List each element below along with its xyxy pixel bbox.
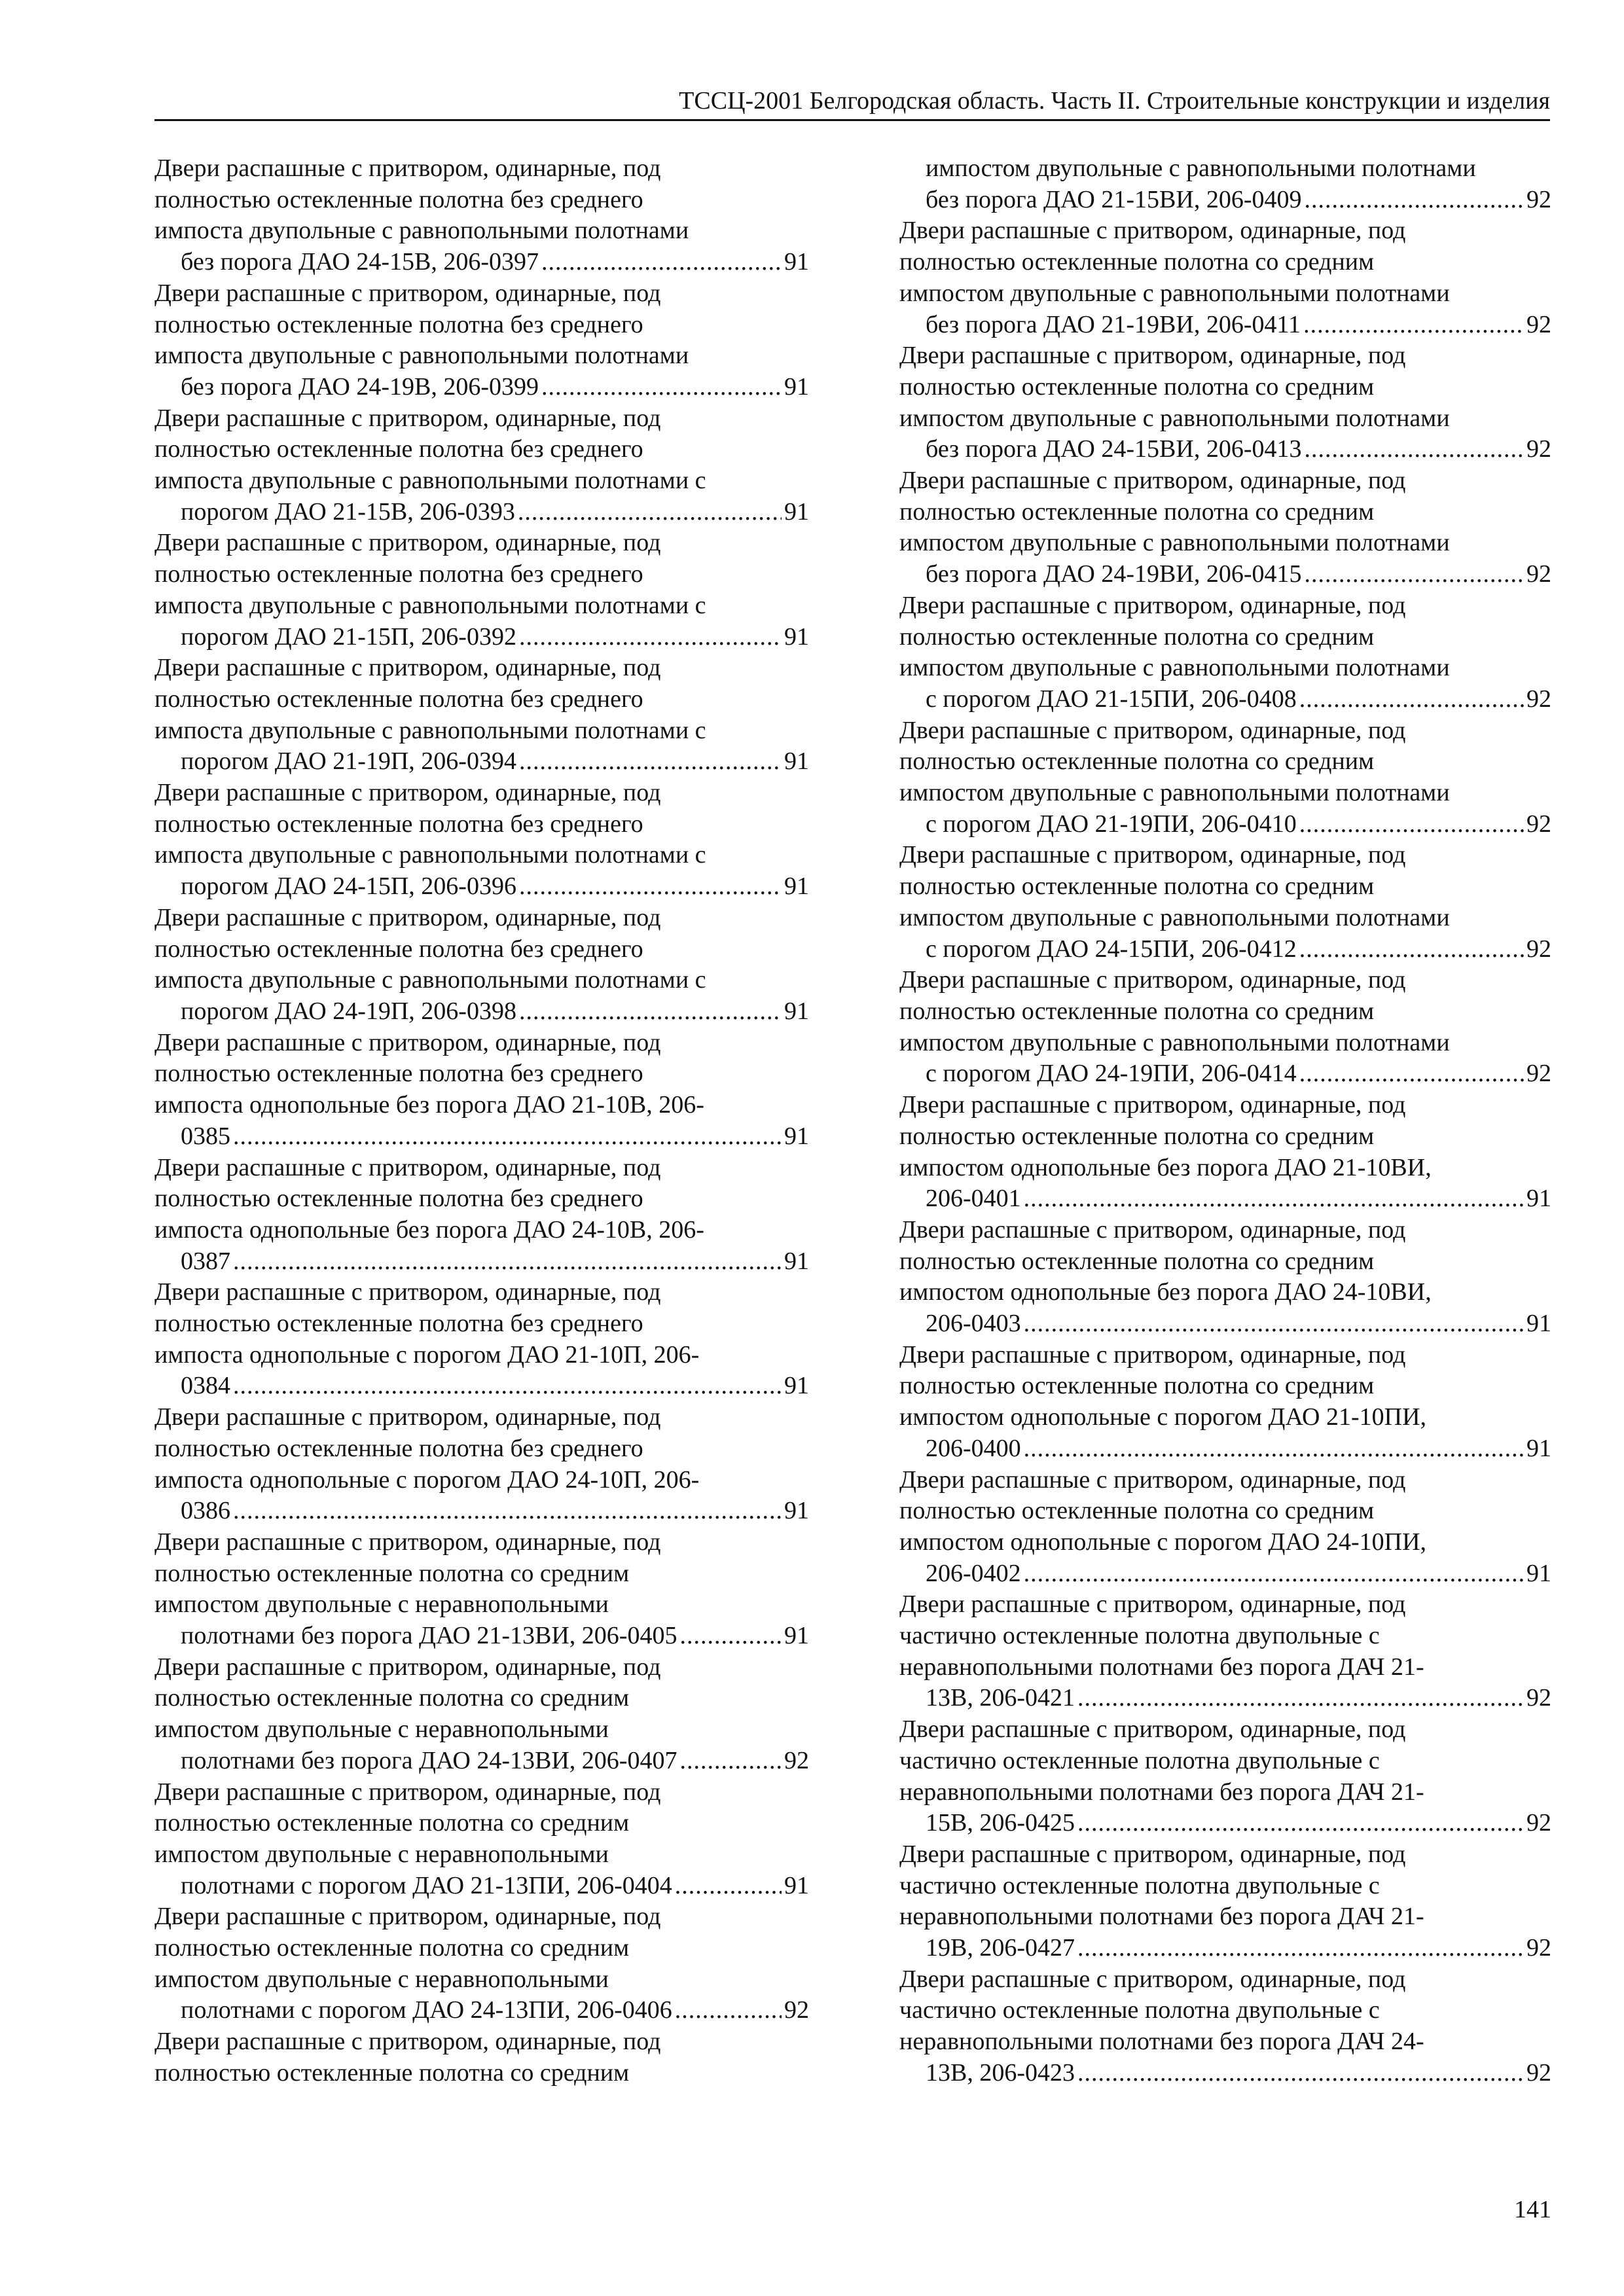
entry-line: импостом двупольные с равнопольными полотнами	[899, 779, 1450, 807]
entry-page-ref: 91	[784, 747, 809, 776]
entry-line: полностью остекленные полотна без среднего	[154, 310, 643, 338]
entry-line: полностью остекленные полотна со средним	[899, 872, 1375, 901]
entry-line: полностью остекленные полотна без среднего	[154, 560, 643, 588]
entry-last-line	[181, 247, 809, 278]
entry-last-line	[926, 434, 1551, 465]
entry-code: полотнами с порогом ДАО 21-13ПИ, 206-0404	[181, 1871, 672, 1899]
dot-leader	[1304, 559, 1524, 590]
entry-page-ref: 91	[784, 1247, 809, 1275]
index-entry	[154, 528, 809, 653]
entry-line: Двери распашные с притвором, одинарные, под	[899, 966, 1406, 994]
index-entry	[154, 1277, 809, 1402]
entry-line: Двери распашные с притвором, одинарные, под	[899, 217, 1406, 245]
entry-code: порогом ДАО 21-19П, 206-0394	[181, 747, 516, 776]
entry-page-ref: 91	[784, 372, 809, 401]
entry-page-ref: 92	[1526, 685, 1551, 713]
dot-leader	[679, 1621, 782, 1652]
entry-page-ref: 91	[1526, 1434, 1551, 1462]
index-entry	[154, 278, 809, 403]
index-entry	[899, 465, 1551, 590]
entry-line: импоста двупольные с равнопольными полотнами с	[154, 467, 706, 495]
entry-last-line	[181, 746, 809, 778]
entry-last-line	[181, 622, 809, 653]
index-entry	[899, 340, 1551, 465]
entry-line: Двери распашные с притвором, одинарные, под	[154, 779, 661, 807]
entry-code: без порога ДАО 21-19ВИ, 206-0411	[926, 310, 1301, 338]
entry-code: с порогом ДАО 24-15ПИ, 206-0412	[926, 935, 1297, 963]
index-column-left	[154, 153, 809, 2089]
entry-line: импостом однопольные с порогом ДАО 24-10ПИ,	[899, 1528, 1427, 1556]
dot-leader	[519, 622, 782, 653]
index-entry	[899, 153, 1551, 215]
entry-line: импостом двупольные с неравнопольными	[154, 1590, 609, 1619]
index-entry	[899, 590, 1551, 715]
entry-last-line	[926, 1183, 1551, 1215]
entry-line: Двери распашные с притвором, одинарные, под	[899, 1715, 1406, 1744]
entry-code: 0385	[181, 1122, 230, 1150]
entry-code: с порогом ДАО 24-19ПИ, 206-0414	[926, 1060, 1297, 1088]
entry-last-line	[926, 185, 1551, 216]
dot-leader	[1077, 1933, 1524, 1964]
entry-line: частично остекленные полотна двупольные с	[899, 1996, 1380, 2024]
dot-leader	[1077, 1808, 1524, 1839]
entry-line: неравнопольными полотнами без порога ДАЧ 24-	[899, 2028, 1424, 2056]
entry-page-ref: 92	[1526, 1684, 1551, 1712]
index-entry	[154, 778, 809, 903]
entry-line: импостом двупольные с неравнопольными	[154, 1965, 609, 1993]
entry-line: полностью остекленные полотна со средним	[154, 1934, 630, 1962]
entry-line: Двери распашные с притвором, одинарные, под	[899, 591, 1406, 619]
entry-line: полностью остекленные полотна без среднего	[154, 1185, 643, 1213]
entry-line: частично остекленные полотна двупольные с	[899, 1871, 1380, 1899]
entry-code: 0386	[181, 1497, 230, 1525]
entry-line: импостом двупольные с равнопольными полотнами	[926, 154, 1476, 182]
entry-line: импоста двупольные с равнопольными полотнами	[154, 217, 689, 245]
entry-line: неравнопольными полотнами без порога ДАЧ 21-	[899, 1653, 1424, 1681]
dot-leader	[1304, 185, 1524, 216]
entry-page-ref: 91	[784, 872, 809, 901]
index-entry	[154, 403, 809, 528]
entry-code: без порога ДАО 21-15ВИ, 206-0409	[926, 185, 1302, 213]
entry-last-line	[181, 1246, 809, 1278]
entry-code: без порога ДАО 24-19В, 206-0399	[181, 372, 539, 401]
entry-last-line	[181, 871, 809, 903]
entry-line: полностью остекленные полотна со средним	[899, 248, 1375, 276]
entry-last-line	[926, 2058, 1551, 2089]
entry-line: полностью остекленные полотна без среднего	[154, 435, 643, 463]
entry-line: Двери распашные с притвором, одинарные, под	[154, 1153, 661, 1181]
entry-code: с порогом ДАО 21-19ПИ, 206-0410	[926, 810, 1297, 838]
entry-line: импостом двупольные с равнопольными полотнами	[899, 279, 1450, 307]
entry-last-line	[926, 1683, 1551, 1714]
index-entry	[899, 715, 1551, 840]
entry-page-ref: 91	[1526, 1559, 1551, 1587]
entry-code: без порога ДАО 24-15ВИ, 206-0413	[926, 435, 1302, 463]
dot-leader	[541, 372, 782, 403]
dot-leader	[1299, 809, 1524, 840]
entry-page-ref: 92	[784, 1746, 809, 1774]
dot-leader	[1024, 1308, 1524, 1340]
entry-line: Двери распашные с притвором, одинарные, под	[154, 654, 661, 682]
entry-code: полотнами без порога ДАО 21-13ВИ, 206-0405	[181, 1622, 677, 1650]
index-entry	[899, 1465, 1551, 1590]
entry-line: Двери распашные с притвором, одинарные, под	[899, 1091, 1406, 1119]
dot-leader	[1077, 1683, 1524, 1714]
entry-page-ref: 91	[1526, 1185, 1551, 1213]
entry-page-ref: 91	[784, 622, 809, 651]
dot-leader	[1304, 434, 1524, 465]
entry-page-ref: 92	[1526, 1934, 1551, 1962]
index-entry	[154, 1777, 809, 1902]
index-entry	[899, 1839, 1551, 1964]
entry-line: импостом однопольные без порога ДАО 21-10ВИ,	[899, 1153, 1432, 1181]
entry-code: 0387	[181, 1247, 230, 1275]
dot-leader	[233, 1496, 782, 1527]
entry-page-ref: 92	[1526, 810, 1551, 838]
dot-leader	[1024, 1558, 1524, 1590]
entry-last-line	[926, 559, 1551, 590]
index-entry	[154, 153, 809, 278]
entry-line: Двери распашные с притвором, одинарные, под	[154, 1028, 661, 1056]
entry-line: полностью остекленные полотна со средним	[899, 747, 1375, 776]
entry-line: полностью остекленные полотна без среднего	[154, 810, 643, 838]
entry-line: Двери распашные с притвором, одинарные, под	[154, 1528, 661, 1556]
dot-leader	[679, 1746, 782, 1777]
entry-line: полностью остекленные полотна без среднего	[154, 935, 643, 963]
index-entry	[154, 1028, 809, 1153]
entry-page-ref: 92	[1526, 935, 1551, 963]
entry-line: Двери распашные с притвором, одинарные, под	[899, 1465, 1406, 1494]
entry-last-line	[181, 996, 809, 1028]
entry-line: Двери распашные с притвором, одинарные, под	[154, 404, 661, 432]
dot-leader	[519, 871, 782, 903]
entry-line: Двери распашные с притвором, одинарные, под	[154, 1403, 661, 1431]
dot-leader	[233, 1121, 782, 1153]
entry-page-ref: 92	[1526, 310, 1551, 338]
entry-last-line	[926, 934, 1551, 965]
entry-last-line	[181, 497, 809, 528]
entry-code: 206-0400	[926, 1434, 1021, 1462]
dot-leader	[233, 1246, 782, 1278]
entry-code: порогом ДАО 24-19П, 206-0398	[181, 997, 516, 1025]
entry-line: импостом двупольные с неравнопольными	[154, 1840, 609, 1868]
index-entry	[154, 1652, 809, 1777]
entry-page-ref: 92	[1526, 1809, 1551, 1837]
entry-line: импостом двупольные с равнопольными полотнами	[899, 1028, 1450, 1056]
entry-code: порогом ДАО 21-15В, 206-0393	[181, 497, 515, 526]
entry-code: полотнами с порогом ДАО 24-13ПИ, 206-0406	[181, 1996, 672, 2024]
entry-last-line	[181, 1121, 809, 1153]
entry-line: импоста однопольные без порога ДАО 21-10В, 206-	[154, 1091, 704, 1119]
index-entry	[899, 965, 1551, 1090]
dot-leader	[518, 497, 782, 528]
dot-leader	[1024, 1433, 1524, 1465]
dot-leader	[675, 1995, 782, 2026]
entry-line: неравнопольными полотнами без порога ДАЧ 21-	[899, 1778, 1424, 1806]
entry-line: Двери распашные с притвором, одинарные, под	[899, 1590, 1406, 1619]
dot-leader	[1299, 934, 1524, 965]
entry-line: полностью остекленные полотна со средним	[899, 1122, 1375, 1150]
entry-line: импоста однопольные с порогом ДАО 21-10П, 206-	[154, 1340, 700, 1369]
entry-last-line	[926, 809, 1551, 840]
entry-line: импостом двупольные с равнопольными полотнами	[899, 654, 1450, 682]
entry-last-line	[926, 684, 1551, 715]
dot-leader	[1077, 2058, 1524, 2089]
entry-page-ref: 91	[784, 1871, 809, 1899]
entry-line: импостом двупольные с равнопольными полотнами	[899, 529, 1450, 557]
entry-line: импостом двупольные с неравнопольными	[154, 1715, 609, 1744]
index-entry	[899, 1090, 1551, 1215]
dot-leader	[541, 247, 782, 278]
entry-last-line	[926, 1933, 1551, 1964]
entry-line: полностью остекленные полотна со средним	[899, 372, 1375, 401]
entry-line: полностью остекленные полотна без среднего	[154, 1310, 643, 1338]
dot-leader	[519, 996, 782, 1028]
entry-line: Двери распашные с притвором, одинарные, под	[899, 467, 1406, 495]
entry-line: Двери распашные с притвором, одинарные, под	[154, 154, 661, 182]
entry-code: без порога ДАО 24-19ВИ, 206-0415	[926, 560, 1302, 588]
entry-page-ref: 91	[784, 1122, 809, 1150]
entry-line: импостом однопольные с порогом ДАО 21-10ПИ,	[899, 1403, 1427, 1431]
entry-line: Двери распашные с притвором, одинарные, под	[899, 841, 1406, 869]
entry-last-line	[926, 1558, 1551, 1590]
entry-line: импоста двупольные с равнопольными полотнами с	[154, 966, 706, 994]
dot-leader	[1299, 1058, 1524, 1090]
entry-line: полностью остекленные полотна со средним	[899, 997, 1375, 1025]
entry-line: полностью остекленные полотна со средним	[154, 1684, 630, 1712]
entry-page-ref: 91	[784, 1622, 809, 1650]
entry-last-line	[926, 1808, 1551, 1839]
entry-code: без порога ДАО 24-15В, 206-0397	[181, 248, 539, 276]
entry-line: Двери распашные с притвором, одинарные, под	[899, 1215, 1406, 1244]
entry-line: полностью остекленные полотна со средним	[899, 1372, 1375, 1400]
entry-page-ref: 91	[1526, 1310, 1551, 1338]
entry-line: Двери распашные с притвором, одинарные, под	[154, 1778, 661, 1806]
entry-line: неравнопольными полотнами без порога ДАЧ 21-	[899, 1903, 1424, 1931]
entry-code: порогом ДАО 21-15П, 206-0392	[181, 622, 516, 651]
entry-code: 0384	[181, 1372, 230, 1400]
entry-line: полностью остекленные полотна со средним	[154, 1559, 630, 1587]
entry-page-ref: 91	[784, 1372, 809, 1400]
entry-page-ref: 91	[784, 1497, 809, 1525]
entry-last-line	[926, 310, 1551, 341]
entry-line: Двери распашные с притвором, одинарные, под	[154, 279, 661, 307]
entry-line: импоста двупольные с равнопольными полотнами с	[154, 716, 706, 744]
entry-line: Двери распашные с притвором, одинарные, под	[154, 2028, 661, 2056]
entry-page-ref: 91	[784, 497, 809, 526]
entry-line: полностью остекленные полотна без среднего	[154, 1060, 643, 1088]
index-entry	[899, 1215, 1551, 1340]
entry-page-ref: 91	[784, 997, 809, 1025]
entry-last-line	[926, 1433, 1551, 1465]
entry-last-line	[926, 1308, 1551, 1340]
entry-page-ref: 91	[784, 248, 809, 276]
entry-code: 19В, 206-0427	[926, 1934, 1075, 1962]
entry-line: Двери распашные с притвором, одинарные, под	[154, 903, 661, 931]
entry-code: порогом ДАО 24-15П, 206-0396	[181, 872, 516, 901]
index-entry-continued	[154, 2026, 809, 2089]
dot-leader	[1303, 310, 1524, 341]
entry-page-ref: 92	[1526, 435, 1551, 463]
entry-code: 13В, 206-0423	[926, 2058, 1075, 2087]
dot-leader	[519, 746, 782, 778]
entry-line: импоста двупольные с равнопольными полотнами с	[154, 841, 706, 869]
entry-line: Двери распашные с притвором, одинарные, под	[899, 342, 1406, 370]
entry-last-line	[181, 1995, 809, 2026]
entry-line: полностью остекленные полотна со средним	[899, 622, 1375, 651]
entry-code: 13В, 206-0421	[926, 1684, 1075, 1712]
index-entry	[899, 1340, 1551, 1465]
entry-line: Двери распашные с притвором, одинарные, под	[154, 529, 661, 557]
entry-page-ref: 92	[784, 1996, 809, 2024]
entry-last-line	[926, 1058, 1551, 1090]
entry-line: частично остекленные полотна двупольные с	[899, 1622, 1380, 1650]
entry-last-line	[181, 1621, 809, 1652]
entry-line: Двери распашные с притвором, одинарные, под	[154, 1903, 661, 1931]
entry-line: Двери распашные с притвором, одинарные, под	[899, 1340, 1406, 1369]
index-entry	[154, 1527, 809, 1652]
entry-page-ref: 92	[1526, 560, 1551, 588]
index-entry	[154, 903, 809, 1028]
entry-line: импоста двупольные с равнопольными полотнами	[154, 342, 689, 370]
dot-leader	[1299, 684, 1524, 715]
entry-line: полностью остекленные полотна со средним	[154, 2058, 630, 2087]
entry-code: с порогом ДАО 21-15ПИ, 206-0408	[926, 685, 1297, 713]
entry-line: полностью остекленные полотна без среднего	[154, 1434, 643, 1462]
entry-line: Двери распашные с притвором, одинарные, под	[154, 1278, 661, 1306]
entry-line: полностью остекленные полотна со средним	[899, 1247, 1375, 1275]
page-number: 141	[1514, 2196, 1551, 2223]
entry-line: импостом двупольные с равнопольными полотнами	[899, 404, 1450, 432]
entry-code: 15В, 206-0425	[926, 1809, 1075, 1837]
entry-page-ref: 92	[1526, 2058, 1551, 2087]
entry-line: импоста однопольные с порогом ДАО 24-10П, 206-	[154, 1465, 700, 1494]
entry-line: полностью остекленные полотна со средним	[154, 1809, 630, 1837]
index-entry	[899, 1964, 1551, 2089]
entry-page-ref: 92	[1526, 1060, 1551, 1088]
index-entry	[154, 1402, 809, 1527]
index-entry	[899, 840, 1551, 965]
entry-line: частично остекленные полотна двупольные с	[899, 1746, 1380, 1774]
entry-line: импостом однопольные без порога ДАО 24-10ВИ,	[899, 1278, 1432, 1306]
entry-last-line	[181, 1496, 809, 1527]
index-entry	[154, 653, 809, 778]
entry-last-line	[181, 1746, 809, 1777]
entry-line: импостом двупольные с равнопольными полотнами	[899, 903, 1450, 931]
entry-line: полностью остекленные полотна без среднего	[154, 685, 643, 713]
index-entry	[899, 215, 1551, 340]
entry-line: Двери распашные с притвором, одинарные, под	[899, 1840, 1406, 1868]
running-header: ТССЦ-2001 Белгородская область. Часть II. Строительные конструкции и изделия	[154, 84, 1550, 121]
entry-line: Двери распашные с притвором, одинарные, под	[154, 1653, 661, 1681]
entry-code: 206-0401	[926, 1185, 1021, 1213]
entry-code: 206-0402	[926, 1559, 1021, 1587]
entry-line: полностью остекленные полотна со средним	[899, 1497, 1375, 1525]
index-entry	[154, 1901, 809, 2026]
entry-line: полностью остекленные полотна без среднего	[154, 185, 643, 213]
index-entry	[899, 1714, 1551, 1839]
entry-line: импоста однопольные без порога ДАО 24-10В, 206-	[154, 1215, 704, 1244]
dot-leader	[675, 1871, 782, 1902]
entry-line: Двери распашные с притвором, одинарные, под	[899, 716, 1406, 744]
entry-last-line	[181, 1871, 809, 1902]
entry-last-line	[181, 372, 809, 403]
index-entry	[154, 1153, 809, 1278]
entry-code: 206-0403	[926, 1310, 1021, 1338]
dot-leader	[1024, 1183, 1524, 1215]
entry-code: полотнами без порога ДАО 24-13ВИ, 206-0407	[181, 1746, 677, 1774]
entry-line: полностью остекленные полотна со средним	[899, 497, 1375, 526]
index-entry	[899, 1589, 1551, 1714]
entry-line: Двери распашные с притвором, одинарные, под	[899, 1965, 1406, 1993]
index-column-right	[899, 153, 1551, 2089]
dot-leader	[233, 1371, 782, 1402]
entry-page-ref: 92	[1526, 185, 1551, 213]
entry-line: импоста двупольные с равнопольными полотнами с	[154, 591, 706, 619]
entry-last-line	[181, 1371, 809, 1402]
